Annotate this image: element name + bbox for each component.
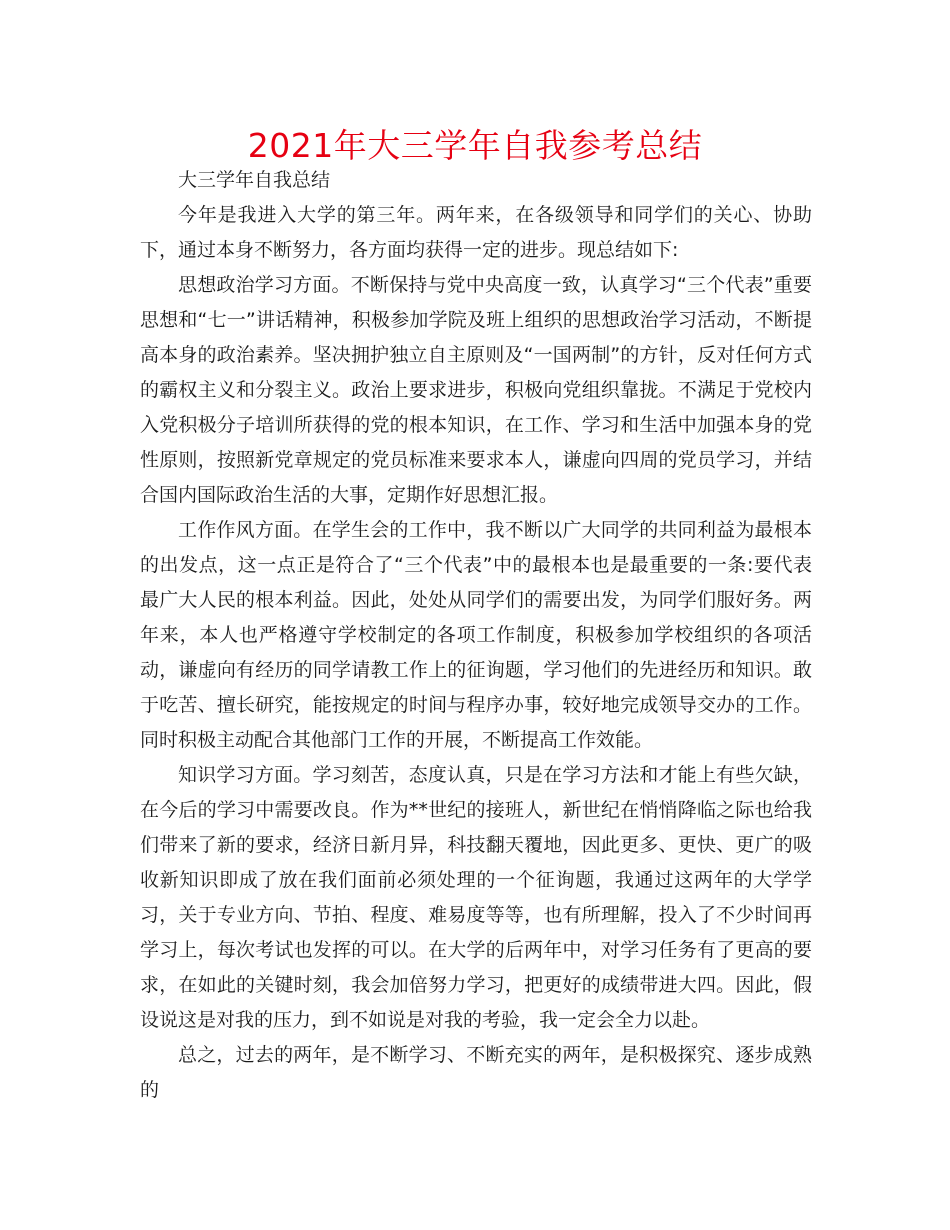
paragraph-work-style: 工作作风方面。在学生会的工作中，我不断以广大同学的共同利益为最根本的出发点，这一点正是符合了“三个代表”中的最根本也是最重要的一条:要代表最广大人民的根本利益。因此，处处从同学们的需要出发，为同学们服好务。两年来，本人也严格遵守学校制定的各项工作制度，积极参加学校组织的各项活动，谦虚向有经历的同学请教工作上的征询题，学习他们的先进经历和知识。敢于吃苦、擅长研究，能按规定的时间与程序办事，较好地完成领导交办的工作。同时积极主动配合其他部门工作的开展，不断提高工作效能。 (140, 519, 812, 751)
paragraph-conclusion: 总之，过去的两年，是不断学习、不断充实的两年，是积极探究、逐步成熟的 (140, 1044, 812, 1101)
document-body (140, 163, 812, 1108)
paragraph-knowledge-study: 知识学习方面。学习刻苦，态度认真，只是在学习方法和才能上有些欠缺，在今后的学习中需要改良。作为**世纪的接班人，新世纪在悄悄降临之际也给我们带来了新的要求，经济日新月异，科技翻天覆地，因此更多、更快、更广的吸收新知识即成了放在我们面前必须处理的一个征询题，我通过这两年的大学学习，关于专业方向、节拍、程度、难易度等等，也有所理解，投入了不少时间再学习上，每次考试也发挥的可以。在大学的后两年中，对学习任务有了更高的要求，在如此的关键时刻，我会加倍努力学习，把更好的成绩带进大四。因此，假设说这是对我的压力，到不如说是对我的考验，我一定会全力以赴。 (140, 764, 812, 1031)
document-subtitle: 大三学年自我总结 (178, 169, 331, 191)
paragraph-intro: 今年是我进入大学的第三年。两年来，在各级领导和同学们的关心、协助下，通过本身不断努力，各方面均获得一定的进步。现总结如下: (140, 204, 812, 261)
paragraph-political-study: 思想政治学习方面。不断保持与党中央高度一致，认真学习“三个代表”重要思想和“七一”讲话精神，积极参加学院及班上组织的思想政治学习活动，不断提高本身的政治素养。坚决拥护独立自主原则及“一国两制”的方针，反对任何方式的霸权主义和分裂主义。政治上要求进步，积极向党组织靠拢。不满足于党校内入党积极分子培训所获得的党的根本知识，在工作、学习和生活中加强本身的党性原则，按照新党章规定的党员标准来要求本人，谦虚向四周的党员学习，并结合国内国际政治生活的大事，定期作好思想汇报。 (140, 274, 812, 506)
document-title: 2021年大三学年自我参考总结 (247, 126, 703, 165)
